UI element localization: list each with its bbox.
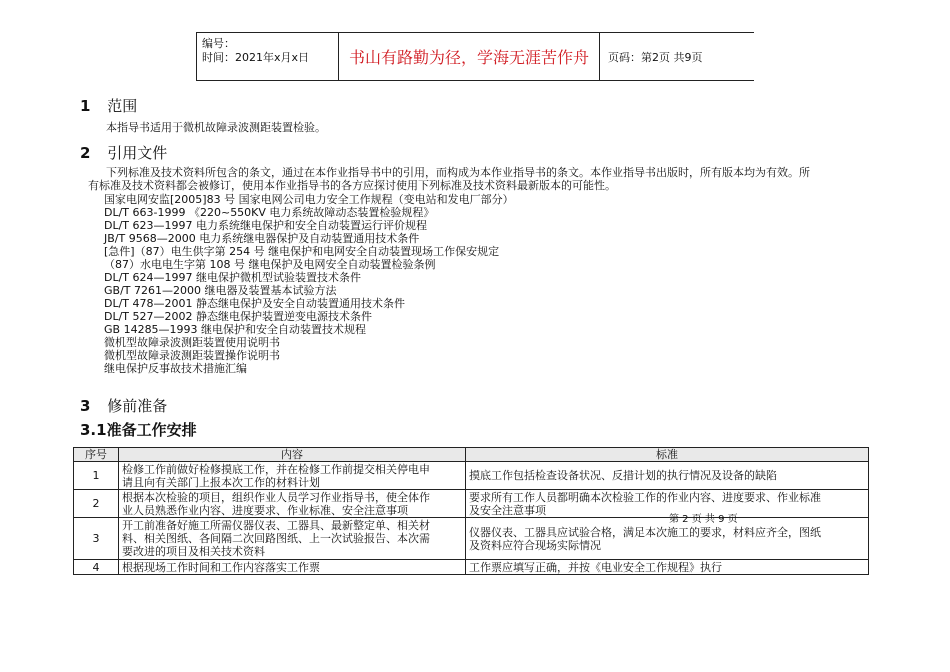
- row-content: [119, 518, 466, 560]
- reference-item: JB/T 9568—2000 电力系统继电器保护及自动装置通用技术条件: [104, 232, 420, 245]
- table-row: [74, 518, 869, 560]
- section-1-body: 本指导书适用于微机故障录波测距装置检验。: [106, 121, 326, 134]
- section-3-title: 修前准备: [107, 397, 168, 415]
- content-line: 请且向有关部门上报本次工作的材料计划: [122, 475, 320, 489]
- row-content: [119, 560, 466, 575]
- header-page-cell: [600, 33, 754, 80]
- row-content: [119, 490, 466, 518]
- reference-item: GB/T 7261—2000 继电器及装置基本试验方法: [104, 284, 337, 297]
- document-header: [196, 32, 754, 81]
- header-left-cell: [197, 33, 339, 80]
- reference-list: [104, 193, 514, 375]
- section-1-number: 1: [80, 97, 91, 115]
- content-line: 根据现场工作时间和工作内容落实工作票: [122, 560, 320, 574]
- reference-item: DL/T 663-1999 《220~550KV 电力系统故障动态装置检验规程》: [104, 206, 435, 219]
- section-2-intro-line-2: 有标准及技术资料都会被修订，使用本作业指导书的各方应探讨使用下列标准及技术资料最新版本的可能性。: [88, 179, 616, 192]
- reference-item: DL/T 624—1997 继电保护微机型试验装置技术条件: [104, 271, 362, 284]
- motto-text: 书山有路勤为径，学海无涯苦作舟: [348, 48, 589, 67]
- time-label: 时间：2021年x月x日: [202, 51, 310, 64]
- section-2-number: 2: [80, 144, 91, 162]
- row-no: 3: [74, 518, 119, 560]
- reference-item: 继电保护反事故技术措施汇编: [104, 362, 247, 375]
- standard-line: 摸底工作包括检查设备状况、反措计划的执行情况及设备的缺陷: [469, 469, 777, 482]
- reference-item: GB 14285—1993 继电保护和安全自动装置技术规程: [104, 323, 367, 336]
- section-2-intro-line-1: 下列标准及技术资料所包含的条文，通过在本作业指导书中的引用，而构成为本作业指导书的条文。本作业指导书出版时，所有版本均为有效。所: [106, 166, 810, 179]
- header-motto-cell: [339, 33, 600, 80]
- section-3-1-title: 准备工作安排: [106, 421, 197, 439]
- serial-label: 编号：: [202, 37, 235, 50]
- content-line: 开工前准备好施工所需仪器仪表、工器具、最新整定单、相关材: [122, 519, 430, 532]
- section-3-heading: [80, 395, 167, 416]
- section-2-title: 引用文件: [107, 144, 168, 162]
- reference-item: 微机型故障录波测距装置操作说明书: [104, 349, 280, 362]
- standard-line: 及安全注意事项: [469, 503, 546, 517]
- row-no: 1: [74, 462, 119, 490]
- standard-line: 要求所有工作人员都明确本次检验工作的作业内容、进度要求、作业标准: [469, 490, 821, 504]
- reference-item: DL/T 527—2002 静态继电保护装置逆变电源技术条件: [104, 310, 373, 323]
- table-row: [74, 490, 869, 518]
- content-line: 料、相关图纸、各间隔二次回路图纸、上一次试验报告、本次需: [122, 532, 430, 545]
- page-code: 页码：第2页 共9页: [608, 51, 703, 64]
- section-1-heading: [80, 95, 137, 116]
- row-standard: [466, 560, 869, 575]
- reference-item: 国家电网安监[2005]83 号 国家电网公司电力安全工作规程（变电站和发电厂部分）: [104, 193, 514, 206]
- table-row: [74, 462, 869, 490]
- row-no: 4: [74, 560, 119, 575]
- row-standard: [466, 490, 869, 518]
- section-1-title: 范围: [107, 97, 138, 115]
- section-2-heading: [80, 142, 167, 163]
- reference-item: （87）水电电生字第 108 号 继电保护及电网安全自动装置检验条例: [104, 258, 436, 271]
- standard-line: 仪器仪表、工器具应试验合格，满足本次施工的要求，材料应齐全，图纸: [469, 525, 821, 539]
- row-no: 2: [74, 490, 119, 518]
- content-line: 根据本次检验的项目，组织作业人员学习作业指导书，使全体作: [122, 490, 430, 504]
- section-3-1-heading: [80, 419, 197, 440]
- preparation-table: [73, 447, 869, 575]
- reference-item: 微机型故障录波测距装置使用说明书: [104, 336, 280, 349]
- content-line: 检修工作前做好检修摸底工作，并在检修工作前提交相关停电申: [122, 462, 430, 476]
- reference-item: [急件]（87）电生供字第 254 号 继电保护和电网安全自动装置现场工作保安规定: [104, 245, 500, 258]
- section-3-1-number: 3.1: [80, 421, 107, 439]
- reference-item: DL/T 478—2001 静态继电保护及安全自动装置通用技术条件: [104, 297, 406, 310]
- row-standard: [466, 518, 869, 560]
- standard-line: 及资料应符合现场实际情况: [469, 538, 601, 552]
- overlay-page-number: 第 2 页 共 9 页: [669, 514, 738, 525]
- content-line: 业人员熟悉作业内容、进度要求、作业标准、安全注意事项: [122, 503, 408, 517]
- standard-line: 工作票应填写正确，并按《电业安全工作规程》执行: [469, 560, 722, 574]
- header-content: 内容: [119, 448, 466, 462]
- table-header-row: [74, 448, 869, 462]
- reference-item: DL/T 623—1997 电力系统继电保护和安全自动装置运行评价规程: [104, 219, 428, 232]
- content-line: 要改进的项目及相关技术资料: [122, 545, 265, 558]
- row-standard: [466, 462, 869, 490]
- header-standard: 标准: [466, 448, 869, 462]
- table-row: [74, 560, 869, 575]
- header-no: 序号: [74, 448, 119, 462]
- section-3-number: 3: [80, 397, 91, 415]
- row-content: [119, 462, 466, 490]
